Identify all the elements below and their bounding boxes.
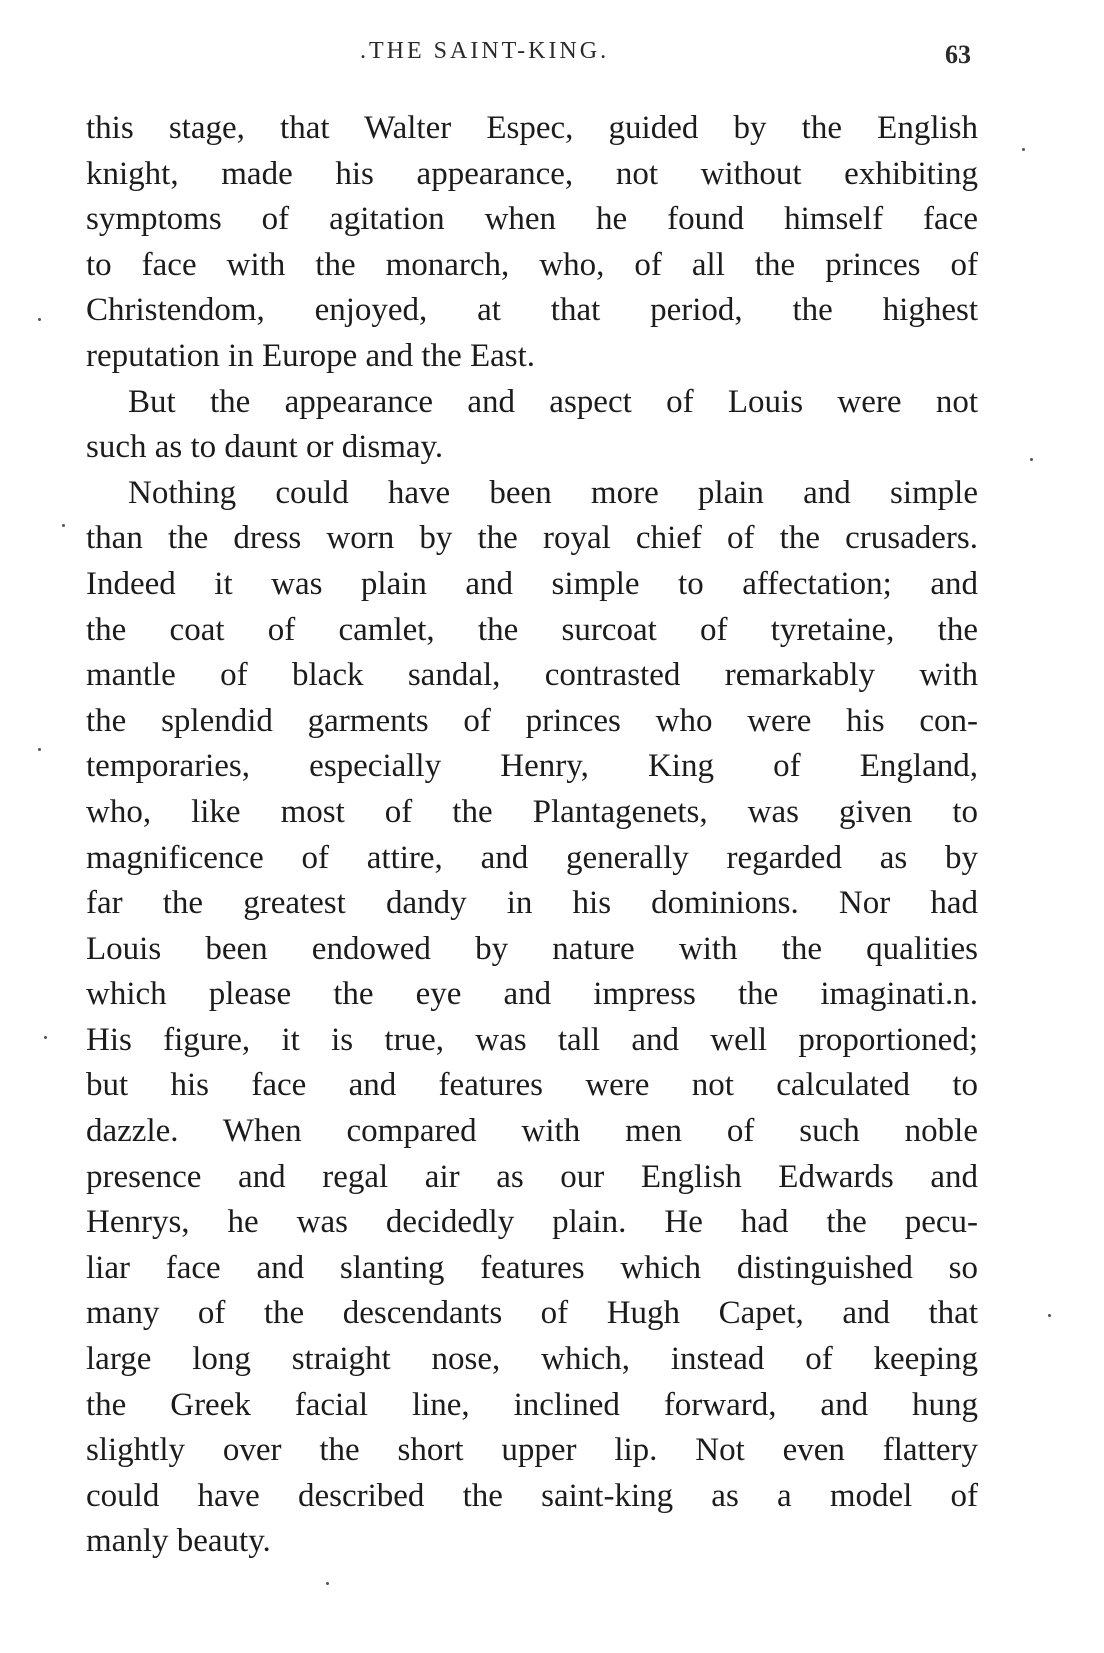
text-line: mantle of black sandal, contrasted remarkably with: [86, 657, 978, 694]
scan-speck: [1048, 1314, 1051, 1317]
text-line: manly beauty.: [86, 1523, 271, 1560]
text-line: temporaries, especially Henry, King of England,: [86, 748, 978, 785]
text-line: to face with the monarch, who, of all the princes of: [86, 246, 978, 283]
text-line: than the dress worn by the royal chief of the crusaders.: [86, 520, 978, 557]
text-line: the Greek facial line, inclined forward, and hung: [86, 1386, 978, 1423]
body-text: [86, 106, 978, 1565]
text-line: which please the eye and impress the imaginati.n.: [86, 976, 978, 1013]
text-line: large long straight nose, which, instead of keeping: [86, 1341, 978, 1378]
text-line: far the greatest dandy in his dominions. Nor had: [86, 885, 978, 922]
text-line: Indeed it was plain and simple to affectation; and: [86, 565, 978, 602]
text-line: symptoms of agitation when he found himself face: [86, 201, 978, 238]
text-line: the coat of camlet, the surcoat of tyretaine, the: [86, 611, 978, 648]
text-line: but his face and features were not calculated to: [86, 1067, 978, 1104]
text-line: slightly over the short upper lip. Not even flattery: [86, 1432, 978, 1469]
scan-speck: [44, 1036, 47, 1039]
scan-speck: [1022, 148, 1025, 151]
text-line: Louis been endowed by nature with the qualities: [86, 930, 978, 967]
text-line: could have described the saint-king as a model of: [86, 1477, 978, 1514]
text-line: such as to daunt or dismay.: [86, 429, 444, 466]
text-line: liar face and slanting features which distinguished so: [86, 1249, 978, 1286]
text-line: His figure, it is true, was tall and well proportioned;: [86, 1021, 978, 1058]
text-line: knight, made his appearance, not without exhibiting: [86, 155, 978, 192]
scan-speck: [38, 318, 41, 321]
text-line: who, like most of the Plantagenets, was given to: [86, 793, 978, 830]
text-line: dazzle. When compared with men of such noble: [86, 1113, 978, 1150]
scan-speck: [1030, 458, 1033, 461]
page-number: 63: [945, 40, 971, 69]
text-line: Christendom, enjoyed, at that period, the highest: [86, 292, 978, 329]
text-line: reputation in Europe and the East.: [86, 337, 536, 374]
text-line: many of the descendants of Hugh Capet, and that: [86, 1295, 978, 1332]
scan-speck: [326, 1582, 329, 1585]
scan-speck: [62, 524, 65, 527]
running-title: .THE SAINT-KING.: [360, 38, 610, 64]
text-line: magnificence of attire, and generally regarded as by: [86, 839, 978, 876]
text-line: the splendid garments of princes who were his con-: [86, 702, 978, 739]
paragraph-start-line: Nothing could have been more plain and simple: [128, 474, 978, 511]
text-line: this stage, that Walter Espec, guided by the English: [86, 110, 978, 146]
scan-speck: [38, 748, 41, 751]
paragraph-start-line: But the appearance and aspect of Louis were not: [128, 383, 978, 420]
text-line: presence and regal air as our English Edwards and: [86, 1158, 978, 1195]
text-line: Henrys, he was decidedly plain. He had the pecu-: [86, 1204, 978, 1241]
